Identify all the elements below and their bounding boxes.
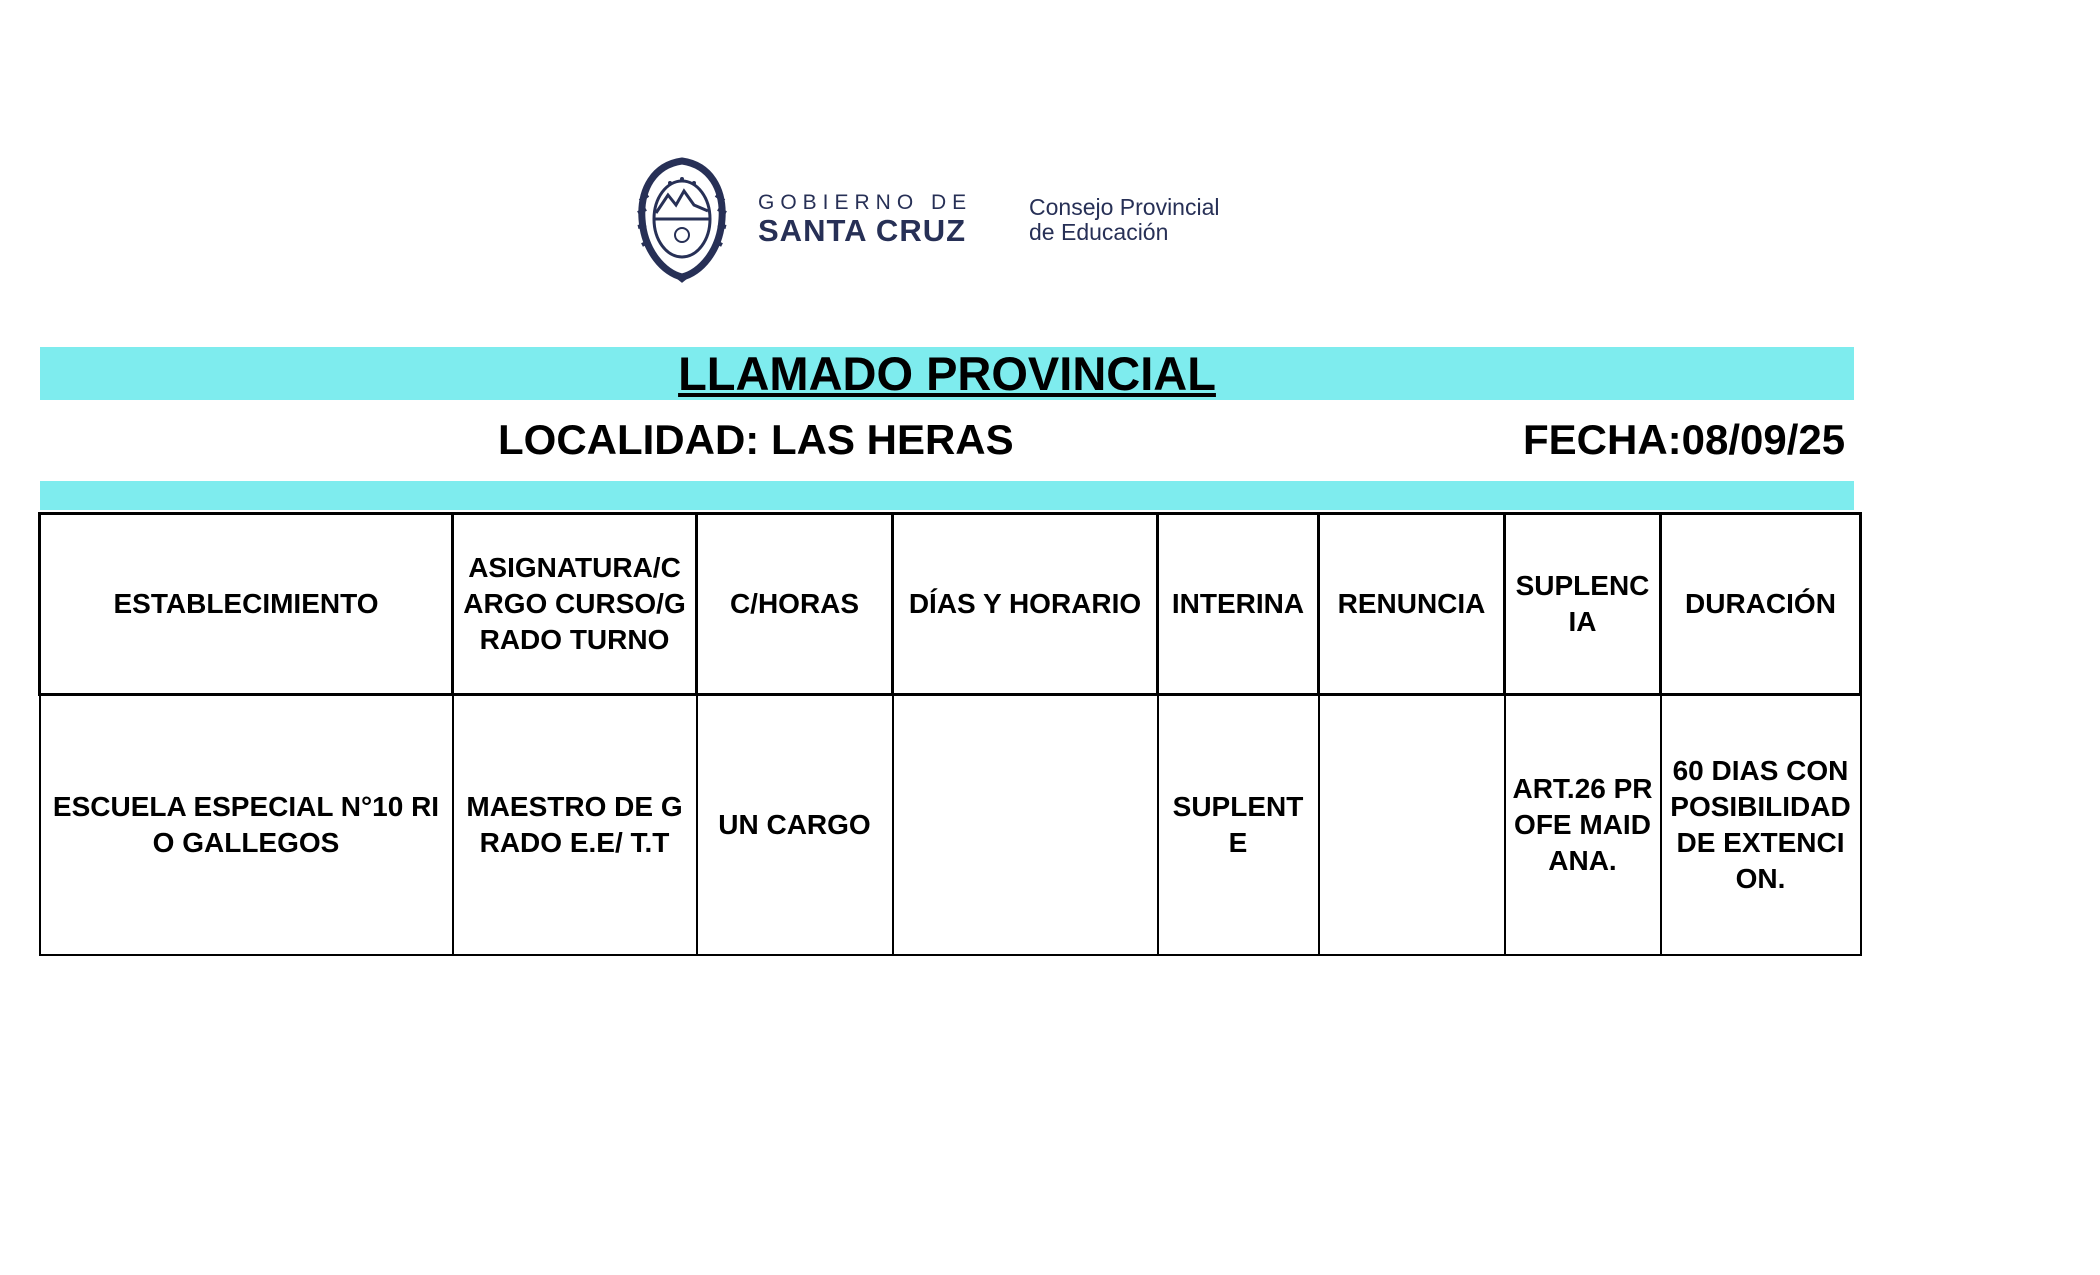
separator-band <box>40 481 1854 510</box>
council-line-1: Consejo Provincial <box>1029 194 1220 220</box>
cell-duracion: 60 DIAS CON POSIBILIDAD DE EXTENCION. <box>1661 695 1861 956</box>
province-name: SANTA CRUZ <box>758 213 967 248</box>
header-dias-horario: DÍAS Y HORARIO <box>893 514 1158 695</box>
government-label: GOBIERNO DE <box>758 191 973 214</box>
header-logo <box>634 155 1274 285</box>
header-interina: INTERINA <box>1158 514 1319 695</box>
cell-renuncia <box>1319 695 1505 956</box>
title-band <box>40 347 1854 400</box>
government-wordmark <box>758 191 972 247</box>
cell-dias-horario <box>893 695 1158 956</box>
table-header-row <box>40 514 1861 695</box>
header-suplencia: SUPLENCIA <box>1505 514 1661 695</box>
header-renuncia: RENUNCIA <box>1319 514 1505 695</box>
provincial-seal-icon <box>634 155 730 283</box>
header-establecimiento: ESTABLECIMIENTO <box>40 514 453 695</box>
cell-establecimiento: ESCUELA ESPECIAL N°10 RIO GALLEGOS <box>40 695 453 956</box>
header-horas: C/HORAS <box>697 514 893 695</box>
locality-label: LOCALIDAD: LAS HERAS <box>498 416 1014 463</box>
date-label: FECHA:08/09/25 <box>1523 416 1846 463</box>
cell-horas: UN CARGO <box>697 695 893 956</box>
cell-asignatura: MAESTRO DE GRADO E.E/ T.T <box>453 695 697 956</box>
cell-interina: SUPLENTE <box>1158 695 1319 956</box>
cell-suplencia: ART.26 PROFE MAIDANA. <box>1505 695 1661 956</box>
council-line-2: de Educación <box>1029 219 1169 245</box>
header-asignatura: ASIGNATURA/CARGO CURSO/GRADO TURNO <box>453 514 697 695</box>
header-duracion: DURACIÓN <box>1661 514 1861 695</box>
council-wordmark <box>1029 195 1219 245</box>
page-title: LLAMADO PROVINCIAL <box>678 347 1216 400</box>
vacancy-table <box>38 512 1862 956</box>
table-row <box>40 695 1861 956</box>
